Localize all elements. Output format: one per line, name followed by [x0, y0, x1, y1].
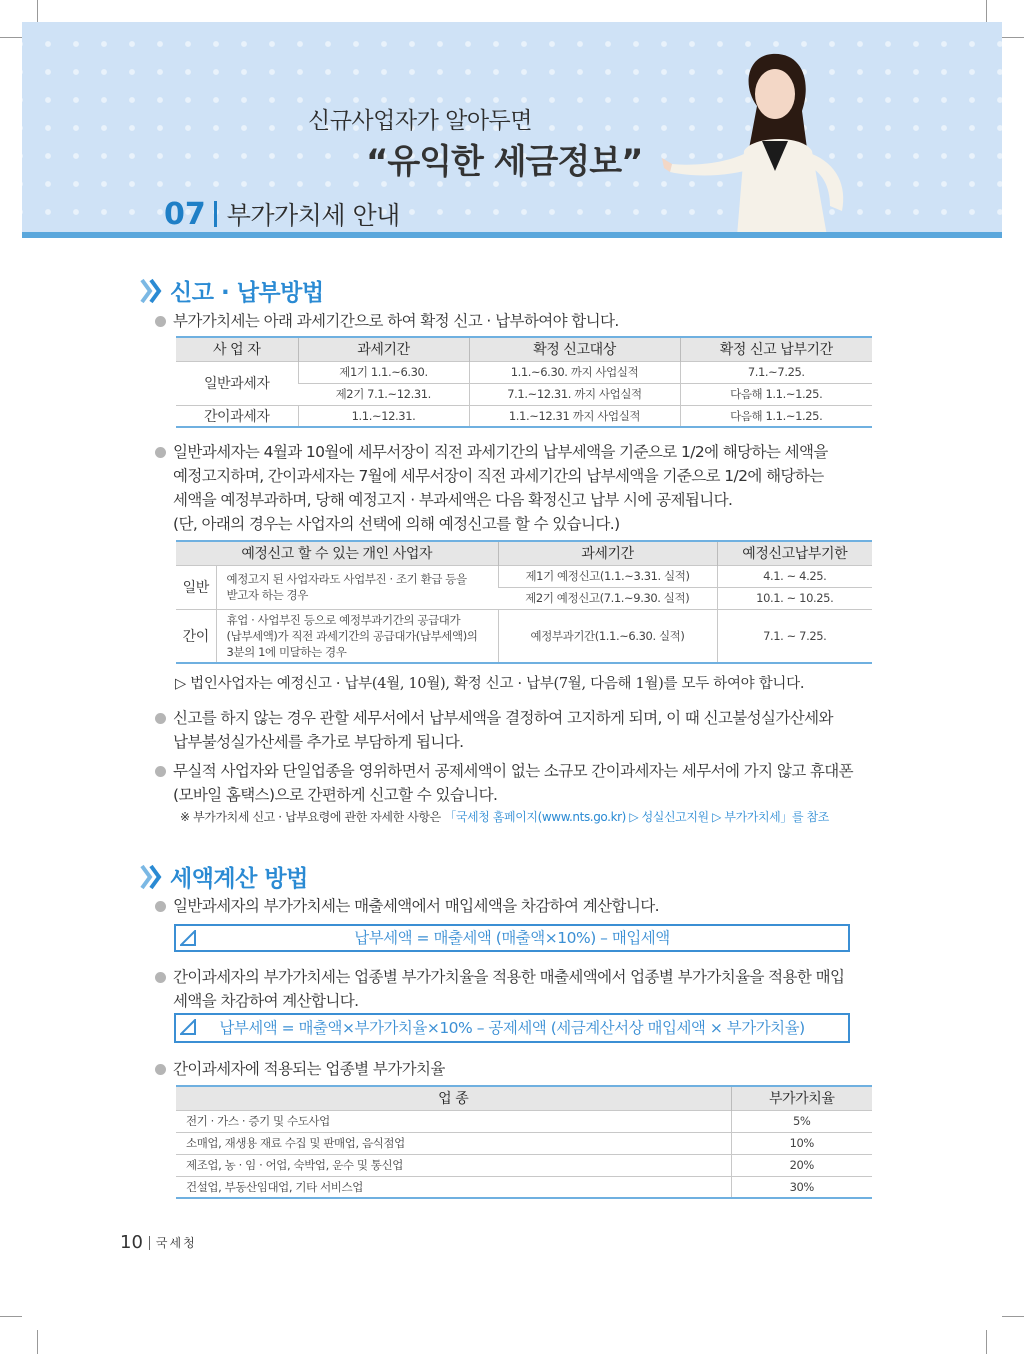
bullet-icon	[155, 901, 166, 912]
crop-mark	[0, 37, 22, 38]
crop-mark	[0, 1316, 22, 1317]
period-cell: 1.1.~12.31.	[298, 405, 469, 427]
bullet-line: 일반과세자는 4월과 10월에 세무서장이 직전 과세기간의 납부세액을 기준으로 1/2에 해당하는 세액을	[173, 443, 828, 461]
bullet-line: 세액을 차감하여 계산합니다.	[173, 992, 359, 1010]
bullet-text: 부가가치세는 아래 과세기간으로 하여 확정 신고 · 납부하여야 합니다.	[173, 312, 619, 330]
bullet-line: 세액을 예정부과하며, 당해 예정고지 · 부과세액은 다음 확정신고 납부 시에 공제됩니다.	[173, 491, 733, 509]
industry-cell: 소매업, 재생용 재료 수집 및 판매업, 음식점업	[176, 1132, 731, 1154]
bullet-line: 예정고지하며, 간이과세자는 7월에 세무서장이 직전 과세기간의 납부세액을 기준으로 1/2에 해당하는	[173, 467, 824, 485]
target-cell: 7.1.~12.31. 까지 사업실적	[469, 383, 680, 405]
section-heading-text: 세액계산 방법	[170, 866, 308, 892]
preliminary-filing-table	[176, 540, 872, 664]
crop-mark	[986, 0, 987, 22]
table-row	[176, 361, 872, 383]
crop-mark	[986, 1330, 987, 1354]
chapter-number: 07	[164, 196, 206, 232]
bullet-line: 간이과세자의 부가가치세는 업종별 부가가치율을 적용한 매출세액에서 업종별 부가가치율을 적용한 매입	[173, 968, 845, 986]
bullet-icon	[155, 972, 166, 983]
formula-box-general	[174, 924, 850, 952]
industry-cell: 건설업, 부동산임대업, 기타 서비스업	[176, 1176, 731, 1198]
table-row	[176, 1132, 872, 1154]
desc-line: (납부세액)가 직전 과세기간의 공급대가(납부세액)의	[226, 628, 478, 643]
crop-mark	[37, 1330, 38, 1354]
desc-line: 받고자 하는 경우	[226, 588, 308, 602]
table-row	[176, 565, 872, 587]
deadline-cell: 4.1. ~ 4.25.	[717, 565, 872, 587]
period-cell: 제2기 예정신고(7.1.~9.30. 실적)	[498, 587, 717, 609]
table-header: 과세기간	[498, 541, 717, 565]
crop-mark	[37, 0, 38, 22]
taxpayer-type-cell: 일반과세자	[176, 361, 298, 405]
bullet-paragraph	[155, 309, 875, 333]
formula-text: 납부세액 = 매출세액 (매출액×10%) – 매입세액	[354, 929, 670, 947]
bullet-line: 무실적 사업자와 단일업종을 영위하면서 공제세액이 없는 소규모 간이과세자는 세무서에 가지 않고 휴대폰	[173, 762, 854, 780]
rate-cell: 20%	[731, 1154, 872, 1176]
table-row	[176, 1110, 872, 1132]
section-heading-calculation	[140, 860, 308, 893]
section-heading-text: 신고 · 납부방법	[170, 280, 324, 306]
period-cell: 예정부과기간(1.1.~6.30. 실적)	[498, 609, 717, 663]
table-row	[176, 1154, 872, 1176]
bullet-paragraph	[155, 440, 875, 536]
period-cell: 제1기 예정신고(1.1.~3.31. 실적)	[498, 565, 717, 587]
table-row	[176, 405, 872, 427]
deadline-cell: 7.1.~7.25.	[680, 361, 872, 383]
deadline-cell: 다음해 1.1.~1.25.	[680, 405, 872, 427]
corner-fold-icon	[180, 930, 196, 946]
desc-line: 예정고지 된 사업자라도 사업부진 · 조기 환급 등을	[226, 572, 467, 586]
taxpayer-type-cell: 간이과세자	[176, 405, 298, 427]
crop-mark	[1002, 1316, 1024, 1317]
table-header: 확정 신고 납부기간	[680, 337, 872, 361]
bullet-icon	[155, 316, 166, 327]
rate-cell: 5%	[731, 1110, 872, 1132]
corner-fold-icon	[180, 1019, 196, 1035]
table-header: 업 종	[176, 1086, 731, 1110]
deadline-cell: 다음해 1.1.~1.25.	[680, 383, 872, 405]
formula-text: 납부세액 = 매출액×부가가치율×10% – 공제세액 (세금계산서상 매입세액 × 부가가치율)	[219, 1019, 805, 1037]
target-cell: 1.1.~12.31 까지 사업실적	[469, 405, 680, 427]
table-row	[176, 1176, 872, 1198]
page-footer	[120, 1232, 197, 1253]
bullet-line: 납부불성실가산세를 추가로 부담하게 됩니다.	[173, 733, 464, 751]
section-heading-filing	[140, 274, 324, 307]
deadline-cell: 7.1. ~ 7.25.	[717, 609, 872, 663]
double-chevron-icon	[140, 864, 164, 890]
table-row	[176, 609, 872, 663]
crop-mark	[1002, 37, 1024, 38]
chapter-divider	[214, 201, 217, 227]
header-subtitle: 신규사업자가 알아두면	[308, 108, 532, 134]
general-label-cell: 일반	[176, 565, 216, 609]
double-chevron-icon	[140, 278, 164, 304]
footer-divider	[149, 1236, 150, 1250]
reference-prefix: ※ 부가가치세 신고 · 납부요령에 관한 자세한 사항은	[180, 810, 441, 824]
corporate-note: ▷ 법인사업자는 예정신고 · 납부(4월, 10월), 확정 신고 · 납부(7월, 다음해 1월)를 모두 하여야 합니다.	[175, 676, 805, 692]
table-header: 예정신고납부기한	[717, 541, 872, 565]
bullet-icon	[155, 766, 166, 777]
organization-name: 국세청	[155, 1236, 197, 1250]
table-header: 확정 신고대상	[469, 337, 680, 361]
general-desc-cell	[216, 565, 498, 609]
desc-line: 3분의 1에 미달하는 경우	[226, 644, 347, 659]
table-header: 사 업 자	[176, 337, 298, 361]
industry-cell: 제조업, 농 · 임 · 어업, 숙박업, 운수 및 통신업	[176, 1154, 731, 1176]
header-banner	[22, 22, 1002, 236]
bullet-line: (단, 아래의 경우는 사업자의 선택에 의해 예정신고를 할 수 있습니다.)	[173, 515, 620, 533]
filing-period-table	[176, 336, 872, 428]
bullet-paragraph	[155, 1057, 875, 1081]
bullet-line: 신고를 하지 않는 경우 관할 세무서에서 납부세액을 결정하여 고지하게 되며, 이 때 신고불성실가산세와	[173, 709, 833, 727]
industry-cell: 전기 · 가스 · 증기 및 수도사업	[176, 1110, 731, 1132]
bullet-paragraph	[155, 894, 875, 918]
bullet-icon	[155, 447, 166, 458]
chapter-title-block	[164, 196, 400, 232]
bullet-paragraph	[155, 965, 875, 1013]
bullet-text: 일반과세자의 부가가치세는 매출세액에서 매입세액을 차감하여 계산합니다.	[173, 897, 659, 915]
formula-box-simple	[174, 1013, 850, 1043]
table-header: 과세기간	[298, 337, 469, 361]
reference-note	[180, 808, 829, 825]
bullet-icon	[155, 713, 166, 724]
rate-cell: 10%	[731, 1132, 872, 1154]
period-cell: 제1기 1.1.~6.30.	[298, 361, 469, 383]
simple-label-cell: 간이	[176, 609, 216, 663]
simple-desc-cell	[216, 609, 498, 663]
value-added-rate-table	[176, 1085, 872, 1199]
target-cell: 1.1.~6.30. 까지 사업실적	[469, 361, 680, 383]
desc-line: 휴업 · 사업부진 등으로 예정부과기간의 공급대가	[226, 612, 461, 627]
page-number: 10	[120, 1232, 143, 1253]
bullet-paragraph	[155, 759, 875, 807]
deadline-cell: 10.1. ~ 10.25.	[717, 587, 872, 609]
bullet-line: (모바일 홈택스)으로 간편하게 신고할 수 있습니다.	[173, 786, 498, 804]
bullet-icon	[155, 1064, 166, 1075]
reference-link[interactable]: 「국세청 홈페이지(www.nts.go.kr) ▷ 성실신고지원 ▷ 부가가치세」를 참조	[444, 810, 829, 824]
bullet-text: 간이과세자에 적용되는 업종별 부가가치율	[173, 1060, 445, 1078]
table-header: 부가가치율	[731, 1086, 872, 1110]
period-cell: 제2기 7.1.~12.31.	[298, 383, 469, 405]
chapter-title: 부가가치세 안내	[226, 201, 400, 230]
rate-cell: 30%	[731, 1176, 872, 1198]
banner-underline	[22, 232, 1002, 238]
bullet-paragraph	[155, 706, 875, 754]
presenter-illustration	[662, 46, 862, 236]
table-header: 예정신고 할 수 있는 개인 사업자	[176, 541, 498, 565]
header-headline: “유익한 세금정보”	[366, 142, 643, 182]
